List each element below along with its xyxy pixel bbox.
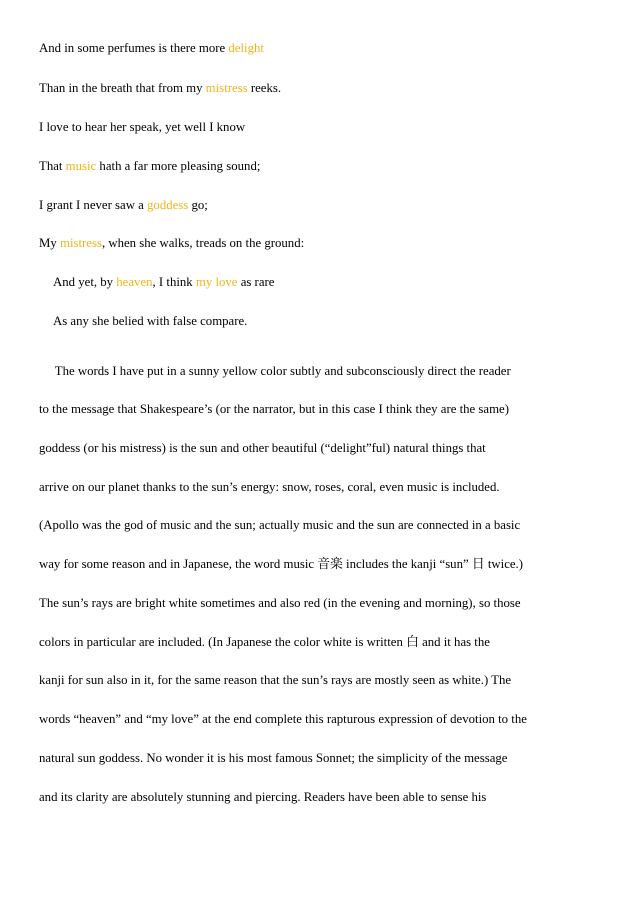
essay-line: The words I have put in a sunny yellow color subtly and subconsciously direct the reader bbox=[39, 364, 511, 378]
poem-line-4 bbox=[39, 158, 260, 174]
highlighted-word: heaven bbox=[116, 275, 153, 289]
poem-line-5 bbox=[39, 197, 208, 213]
poem-text: And yet, by bbox=[53, 275, 117, 289]
essay-line: and its clarity are absolutely stunning and piercing. Readers have been able to sense his bbox=[39, 790, 487, 804]
highlighted-word: mistress bbox=[59, 236, 102, 250]
poem-line-6 bbox=[39, 235, 304, 251]
essay-line: way for some reason and in Japanese, the word music 音楽 includes the kanji “sun” 日 twice.) bbox=[39, 557, 524, 571]
essay-line: colors in particular are included. (In Japanese the color white is written 白 and it has the bbox=[39, 635, 490, 649]
essay-line: to the message that Shakespeare’s (or the narrator, but in this case I think they are the same) bbox=[39, 402, 509, 416]
poem-line-3 bbox=[39, 119, 245, 135]
poem-text: That bbox=[39, 159, 66, 173]
poem-line-8 bbox=[53, 313, 247, 329]
essay-line: goddess (or his mistress) is the sun and other beautiful (“delight”ful) natural things that bbox=[39, 441, 486, 455]
essay-line: words “heaven” and “my love” at the end complete this rapturous expression of devotion to the bbox=[39, 712, 527, 726]
poem-text: go; bbox=[188, 198, 208, 212]
poem-text: And in some perfumes is there more bbox=[39, 41, 229, 55]
poem-text: as rare bbox=[237, 275, 275, 289]
poem-text: My bbox=[39, 236, 60, 250]
poem-text: I grant I never saw a bbox=[39, 198, 148, 212]
highlighted-word: music bbox=[65, 159, 97, 173]
poem-text: , when she walks, treads on the ground: bbox=[101, 236, 305, 250]
essay-line: (Apollo was the god of music and the sun; actually music and the sun are connected in a basic bbox=[39, 518, 521, 532]
highlighted-word: mistress bbox=[205, 81, 248, 95]
poem-line-2 bbox=[39, 80, 281, 96]
essay-line: kanji for sun also in it, for the same reason that the sun’s rays are mostly seen as white.) The bbox=[39, 673, 512, 687]
highlighted-word: my love bbox=[195, 275, 238, 289]
highlighted-word: goddess bbox=[147, 198, 189, 212]
poem-text: As any she belied with false compare. bbox=[53, 314, 248, 328]
poem-text: I love to hear her speak, yet well I know bbox=[39, 120, 246, 134]
poem-text: , I think bbox=[152, 275, 196, 289]
poem-text: hath a far more pleasing sound; bbox=[96, 159, 261, 173]
essay-line: The sun’s rays are bright white sometimes and also red (in the evening and morning), so those bbox=[39, 596, 521, 610]
essay-line: arrive on our planet thanks to the sun’s energy: snow, roses, coral, even music is included. bbox=[39, 480, 500, 494]
essay-line: natural sun goddess. No wonder it is his most famous Sonnet; the simplicity of the message bbox=[39, 751, 508, 765]
highlighted-word: delight bbox=[228, 41, 264, 55]
poem-text: Than in the breath that from my bbox=[39, 81, 206, 95]
poem-line-7 bbox=[53, 274, 274, 290]
poem-text: reeks. bbox=[247, 81, 282, 95]
poem-line-1 bbox=[39, 40, 264, 56]
